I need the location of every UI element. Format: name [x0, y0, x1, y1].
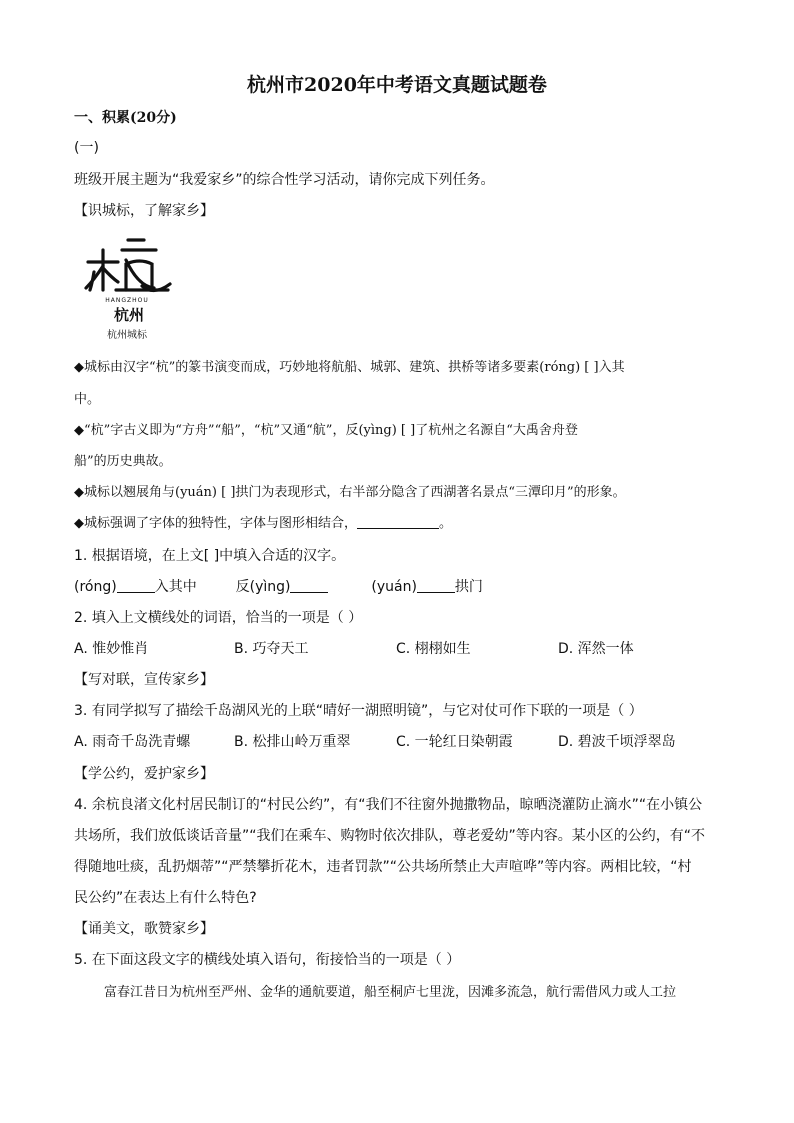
hangzhou-logo-icon: [82, 226, 172, 306]
fill-a-pinyin: (róng): [74, 579, 117, 595]
question-4-line-2: 共场所，我们放低谈话音量”“我们在乘车、购物时依次排队，尊老爱幼”等内容。某小区的公约，有“不: [74, 828, 706, 844]
fill-a-text: 入其中: [154, 579, 197, 595]
q3-option-c[interactable]: C. 一轮红日染朝霞: [396, 734, 513, 750]
answer-blank[interactable]: [357, 514, 439, 529]
fill-a-blank[interactable]: [117, 578, 155, 593]
question-3: 3. 有同学拟写了描绘千岛湖风光的上联“晴好一湖照明镜”，与它对仗可作下联的一项是（ ）: [74, 703, 643, 719]
hangzhou-logo: [82, 226, 172, 342]
bullet-1: ◆城标由汉字“杭”的篆书演变而成，巧妙地将航船、城郭、建筑、拱桥等诸多要素(róng) [ ]入其: [74, 360, 625, 375]
fill-b-blank[interactable]: [290, 578, 328, 593]
q3-option-a[interactable]: A. 雨奇千岛洗青螺: [74, 734, 191, 750]
section-heading: 一、积累(20分): [74, 110, 177, 126]
question-5: 5. 在下面这段文字的横线处填入语句，衔接恰当的一项是（ ）: [74, 952, 461, 968]
page-title: 杭州市2020年中考语文真题试题卷: [247, 74, 547, 96]
question-1-fill: [74, 577, 734, 597]
fill-c-blank[interactable]: [417, 578, 455, 593]
bullet-2-cont: 船”的历史典故。: [74, 454, 172, 469]
fill-c-pinyin: (yuán): [371, 579, 417, 595]
question-4-line-4: 民公约”在表达上有什么特色?: [74, 890, 257, 906]
bullet-4-text: ◆城标强调了字体的独特性，字体与图形相结合，: [74, 516, 357, 531]
bullet-1-cont: 中。: [74, 392, 101, 407]
part-heading: (一): [74, 140, 99, 156]
q2-option-d[interactable]: D. 浑然一体: [558, 641, 634, 657]
task-heading-2: 【写对联，宣传家乡】: [74, 672, 214, 688]
q3-option-b[interactable]: B. 松排山岭万重翠: [234, 734, 351, 750]
bullet-2: ◆“杭”字古义即为“方舟”“船”，“杭”又通“航”，反(yìng) [ ]了杭州之名源自“大禹舍舟登: [74, 423, 578, 438]
bullet-4: [74, 514, 734, 534]
q3-option-d[interactable]: D. 碧波千顷浮翠岛: [558, 734, 676, 750]
task-heading-4: 【诵美文，歌赞家乡】: [74, 921, 214, 937]
question-5-passage: 富春江昔日为杭州至严州、金华的通航要道，船至桐庐七里泷，因滩多流急，航行需借风力或人工拉: [104, 985, 677, 1000]
task-heading-1: 【识城标，了解家乡】: [74, 203, 214, 219]
question-4-line-3: 得随地吐痰，乱扔烟蒂”“严禁攀折花木，违者罚款”“公共场所禁止大声喧哗”等内容。两相比较，“村: [74, 859, 692, 875]
logo-caption: 杭州城标: [107, 330, 147, 341]
question-4-line-1: 4. 余杭良渚文化村居民制订的“村民公约”，有“我们不往窗外抛撒物品，晾晒浇灌防止滴水”“在小镇公: [74, 797, 703, 813]
q2-option-a[interactable]: A. 惟妙惟肖: [74, 641, 149, 657]
question-2: 2. 填入上文横线处的词语，恰当的一项是（ ）: [74, 610, 363, 626]
q2-option-c[interactable]: C. 栩栩如生: [396, 641, 471, 657]
logo-chinese: 杭州: [113, 306, 144, 324]
bullet-4-end: 。: [439, 516, 453, 531]
fill-c-text: 拱门: [454, 579, 483, 595]
bullet-3: ◆城标以翘展角与(yuán) [ ]拱门为表现形式，右半部分隐含了西湖著名景点“三潭印月”的形象。: [74, 485, 626, 500]
task-heading-3: 【学公约，爱护家乡】: [74, 766, 214, 782]
fill-b-pinyin: 反(yìng): [235, 579, 291, 595]
logo-latin: HANGZHOU: [105, 297, 149, 304]
question-1: 1. 根据语境，在上文[ ]中填入合适的汉字。: [74, 548, 346, 564]
intro-text: 班级开展主题为“我爱家乡”的综合性学习活动，请你完成下列任务。: [74, 172, 495, 188]
q2-option-b[interactable]: B. 巧夺天工: [234, 641, 309, 657]
